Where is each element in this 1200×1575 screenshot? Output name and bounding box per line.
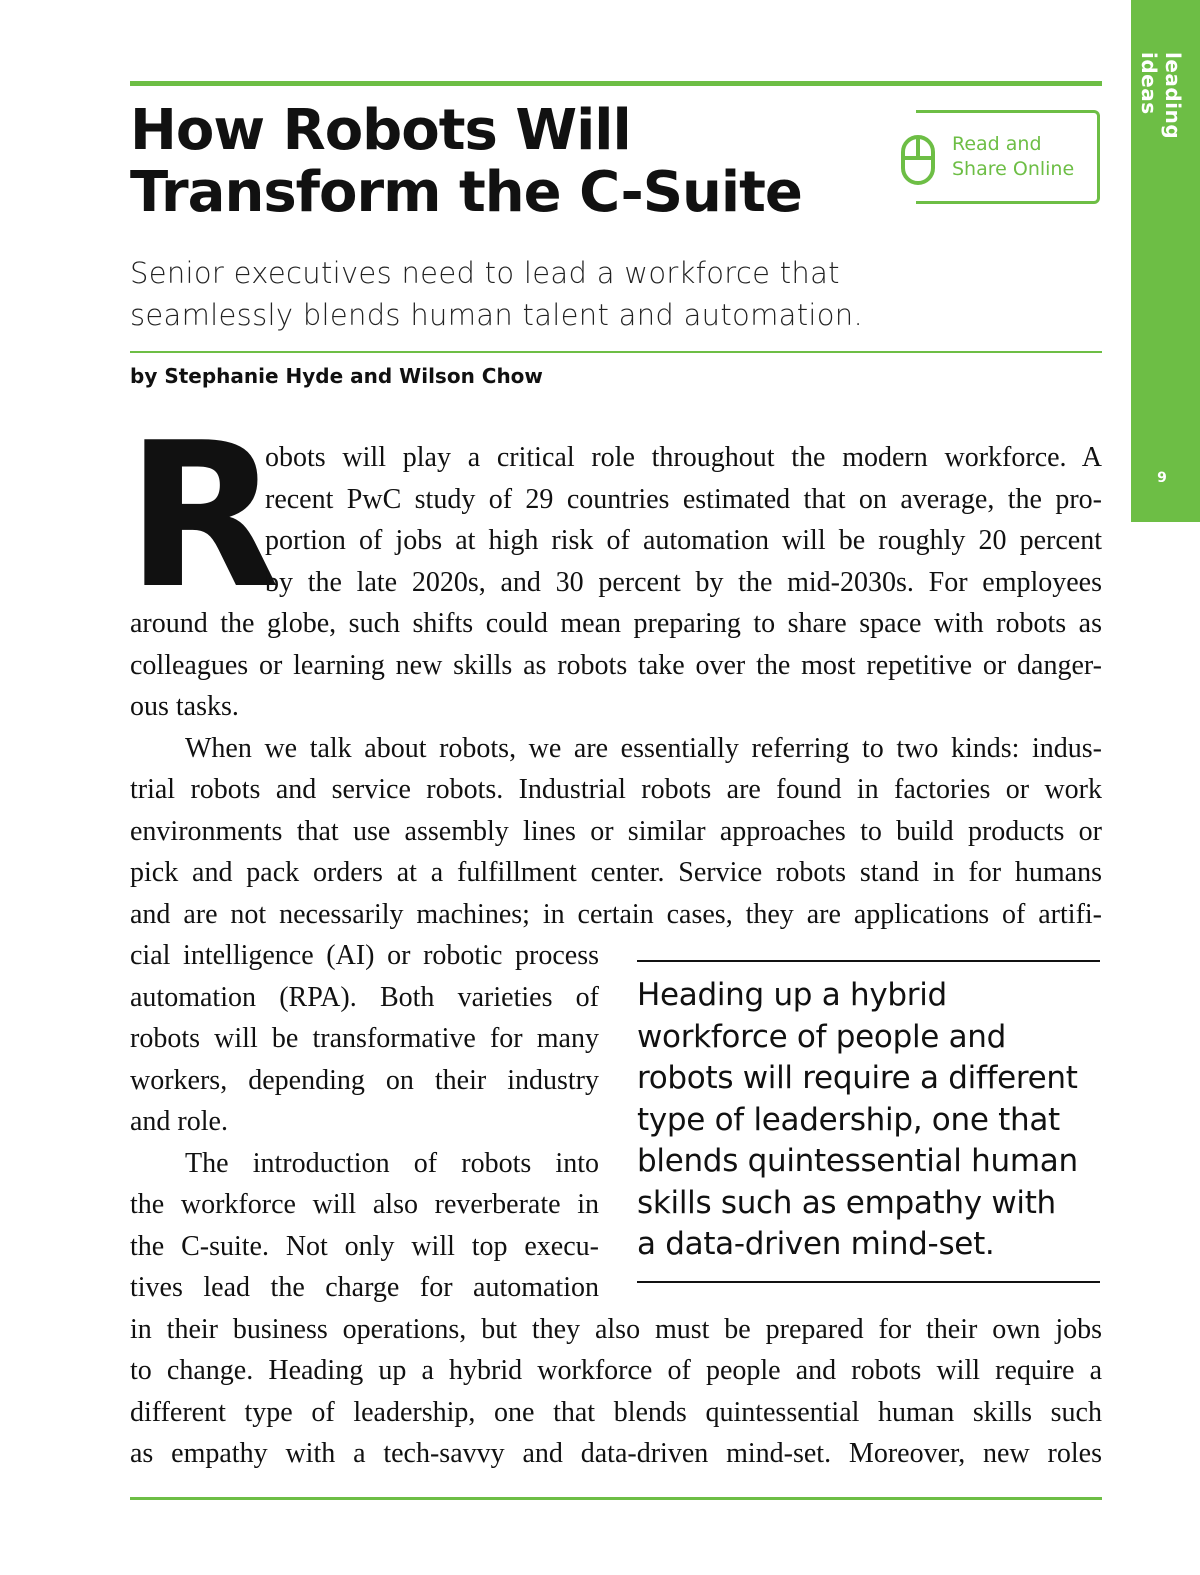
section-tab [1131, 0, 1200, 522]
online-label-line2: Share Online [952, 158, 1075, 180]
pull-quote-line: robots will require a different [637, 1060, 1078, 1096]
body-line: in their business operations, but they also must be prepared for their own jobs [130, 1313, 1102, 1345]
article-title: How Robots Will Transform the C-Suite [130, 98, 802, 225]
body-line: by the late 2020s, and 30 percent by the mid-2030s. For employees [265, 566, 1102, 598]
subtitle-divider [130, 351, 1102, 353]
byline: by Stephanie Hyde and Wilson Chow [130, 364, 543, 388]
top-accent-bar [130, 81, 1102, 86]
pull-quote-line: blends quintessential human [637, 1143, 1078, 1179]
body-line: cial intelligence (AI) or robotic process [130, 940, 599, 971]
body-line: the C-suite. Not only will top execu- [130, 1230, 599, 1262]
pull-quote-line: skills such as empathy with [637, 1184, 1056, 1221]
body-line: recent PwC study of 29 countries estimated that on average, the pro- [265, 483, 1102, 515]
body-line: colleagues or learning new skills as robots take over the most repetitive or danger- [130, 649, 1102, 681]
body-line: the workforce will also reverberate in [130, 1189, 599, 1220]
body-line: and are not necessarily machines; in certain cases, they are applications of artifi- [130, 898, 1102, 930]
online-label-line1: Read and [952, 133, 1042, 155]
article-subtitle: Senior executives need to lead a workforce that seamlessly blends human talent and automation. [130, 256, 863, 332]
body-line: The introduction of robots into [185, 1147, 599, 1179]
body-line: trial robots and service robots. Industrial robots are found in factories or work [130, 774, 1102, 805]
pull-quote-bottom-rule [637, 1281, 1100, 1283]
section-label: leading ideas [1137, 52, 1185, 140]
body-line: automation (RPA). Both varieties of [130, 981, 599, 1013]
body-line: around the globe, such shifts could mean preparing to share space with robots as [130, 608, 1102, 639]
pull-quote-line: type of leadership, one that [637, 1101, 1060, 1138]
body-line: When we talk about robots, we are essentially referring to two kinds: indus- [185, 732, 1102, 764]
pull-quote-top-rule [637, 960, 1100, 962]
body-line: and role. [130, 1106, 228, 1137]
drop-cap: R [126, 400, 281, 633]
body-line: environments that use assembly lines or similar approaches to build products or [130, 815, 1102, 847]
bottom-accent-bar [130, 1497, 1102, 1500]
online-box-label [952, 132, 1102, 182]
pull-quote-line: a data-driven mind-set. [637, 1226, 995, 1262]
body-line: workers, depending on their industry [130, 1064, 599, 1096]
body-line: different type of leadership, one that blends quintessential human skills such [130, 1396, 1102, 1428]
mouse-icon [900, 134, 936, 186]
pull-quote-line: workforce of people and [637, 1018, 1007, 1055]
body-line: as empathy with a tech-savvy and data-driven mind-set. Moreover, new roles [130, 1438, 1102, 1469]
read-share-online-link[interactable] [896, 110, 1101, 202]
body-line: tives lead the charge for automation [130, 1272, 599, 1303]
body-line: obots will play a critical role throughout the modern workforce. A [265, 442, 1102, 473]
body-line: portion of jobs at high risk of automation will be roughly 20 percent [265, 525, 1102, 556]
body-line: ous tasks. [130, 691, 239, 722]
body-line: robots will be transformative for many [130, 1023, 599, 1054]
pull-quote-line: Heading up a hybrid [637, 977, 947, 1013]
pull-quote [637, 975, 1107, 1266]
page-number: 9 [1157, 470, 1167, 486]
body-line: to change. Heading up a hybrid workforce of people and robots will require a [130, 1355, 1102, 1386]
body-line: pick and pack orders at a fulfillment center. Service robots stand in for humans [130, 857, 1102, 888]
